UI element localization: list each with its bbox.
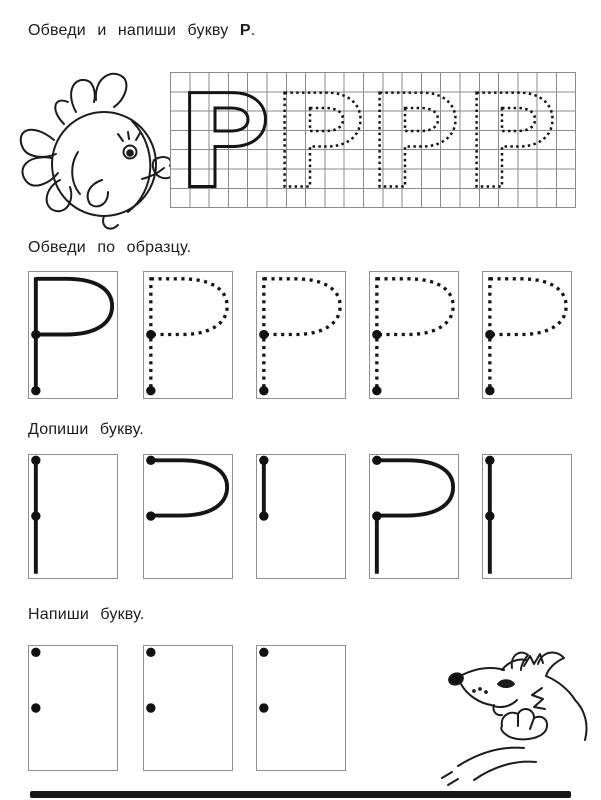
letter-bowl [377, 279, 453, 335]
guide-dot [259, 511, 268, 520]
letter-trace-grid [170, 72, 576, 208]
complete-box-full-stem [482, 454, 572, 579]
fish-top-fin [71, 80, 95, 112]
grid-letter-outline [190, 93, 266, 187]
guide-dot [146, 330, 155, 339]
fox-ground-hatches [442, 772, 458, 785]
fox-illustration [440, 650, 588, 792]
guide-dot [259, 456, 268, 465]
guide-dot [146, 703, 155, 712]
guide-dot [259, 386, 268, 395]
letter-bowl [151, 279, 227, 335]
guide-dot [31, 456, 40, 465]
guide-dot [146, 648, 155, 657]
trace-box-dotted [256, 271, 346, 399]
fish-tail-fin [55, 101, 68, 124]
guide-dot [31, 386, 40, 395]
guide-dot [146, 386, 155, 395]
guide-dot [31, 330, 40, 339]
letter-bowl [36, 279, 112, 335]
fox-whisker-dot [473, 690, 475, 692]
guide-dot [485, 511, 494, 520]
write-box [143, 645, 233, 771]
fox-snout-top [462, 668, 504, 675]
grid-letter-dotted [283, 91, 363, 188]
complete-box-full-stem [28, 454, 118, 579]
fish-eyelashes [118, 132, 140, 141]
instruction-trace-and-write-period: . [250, 22, 256, 39]
guide-dot [31, 703, 40, 712]
guide-dot [485, 456, 494, 465]
fox-cheek [546, 676, 575, 700]
complete-box-bowl-lower-stem [369, 454, 459, 579]
write-box [256, 645, 346, 771]
guide-dot [372, 456, 381, 465]
letter-bowl [490, 279, 566, 335]
instruction-trace-by-example: Обведи по образцу. [28, 239, 192, 256]
grid-letter-outline [477, 93, 553, 187]
grid-letter-solid [188, 91, 268, 188]
fish-top-fin [96, 74, 127, 107]
fox-grin [491, 700, 517, 707]
instruction-letter: Р [239, 22, 251, 39]
instruction-write-letter: Напиши букву. [28, 606, 145, 623]
letter-bowl [264, 279, 340, 335]
letter-bowl [151, 460, 227, 515]
letter-bowl [377, 460, 453, 515]
fox-paws [501, 709, 547, 739]
trace-box-solid [28, 271, 118, 399]
instruction-complete-letter: Допиши букву. [28, 421, 144, 438]
fox-far-ear [538, 652, 564, 676]
grid-letter-outline [285, 93, 361, 187]
instruction-trace-and-write-prefix: Обведи и напиши букву [28, 22, 229, 39]
guide-dot [485, 330, 494, 339]
guide-dot [372, 330, 381, 339]
guide-dot [31, 511, 40, 520]
fox-eye [498, 680, 514, 687]
guide-dot [259, 648, 268, 657]
fox-snout-bottom [461, 684, 491, 705]
guide-dot [31, 648, 40, 657]
fox-paw-fingers [518, 714, 534, 729]
fish-gill [72, 152, 80, 194]
guide-dot [259, 330, 268, 339]
guide-dot [485, 386, 494, 395]
fox-whisker-dot [479, 688, 481, 690]
fox-back [575, 700, 587, 740]
fish-tail-fin [21, 130, 56, 157]
guide-dot [372, 386, 381, 395]
fox-cheek-fur [532, 688, 545, 709]
guide-dot [259, 703, 268, 712]
fish-pectoral-fin [88, 180, 108, 206]
fish-tail-fin [47, 180, 72, 211]
guide-dot [146, 511, 155, 520]
complete-box-half-stem [256, 454, 346, 579]
fish-bottom-fin [103, 216, 118, 229]
fox-whisker-dot [485, 691, 487, 693]
fox-body-line [474, 762, 536, 780]
trace-box-dotted [369, 271, 459, 399]
grid-letter-dotted [475, 91, 555, 188]
write-box [28, 645, 118, 771]
trace-box-dotted [482, 271, 572, 399]
grid-letter-outline [380, 93, 456, 187]
trace-box-dotted [143, 271, 233, 399]
instruction-trace-and-write [28, 23, 255, 39]
guide-dot [146, 456, 155, 465]
fish-illustration [14, 60, 170, 230]
complete-box-bowl-only [143, 454, 233, 579]
footer-bar [30, 791, 571, 798]
grid-letter-dotted [378, 91, 458, 188]
guide-dot [372, 511, 381, 520]
fish-pupil [127, 150, 133, 156]
